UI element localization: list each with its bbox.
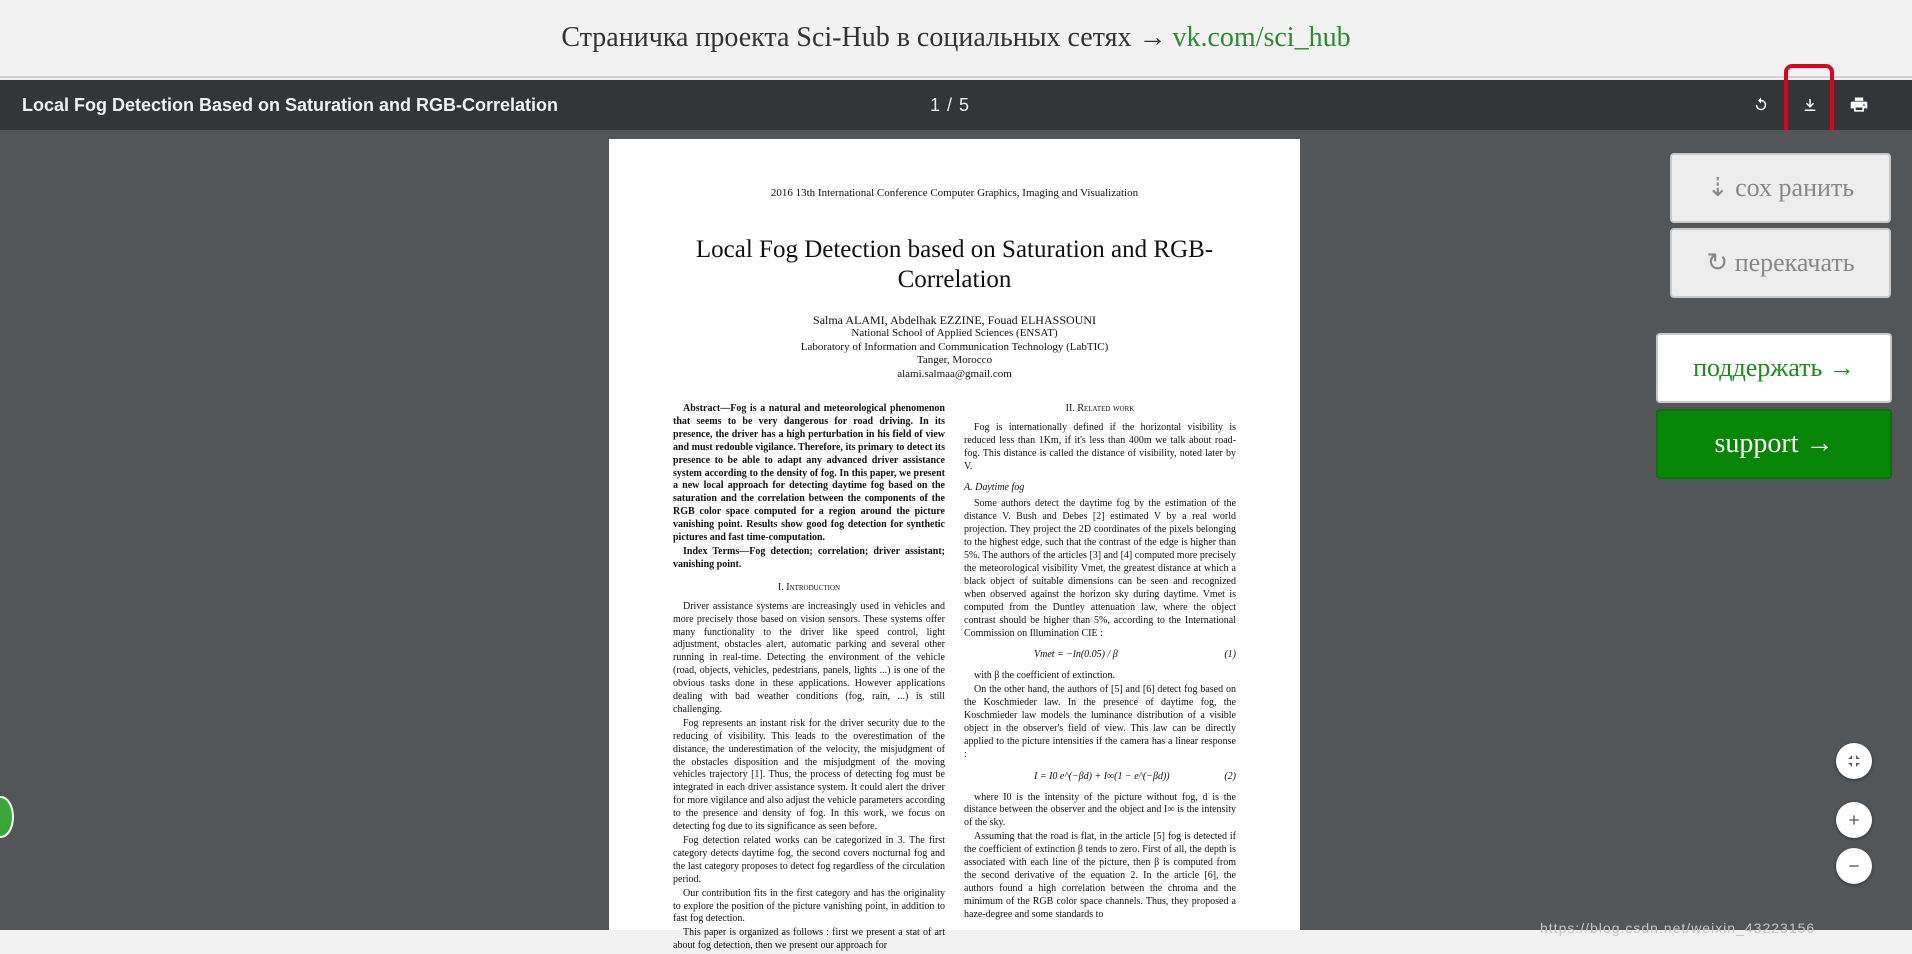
support-en-button[interactable]: support → xyxy=(1656,409,1892,479)
paragraph: Fog detection related works can be categorized in 3. The first category detects daytime fog, the second covers nocturnal fog and the last category proposes to detect fog regardless of the circulation period. xyxy=(673,835,945,885)
print-button[interactable] xyxy=(1844,90,1874,120)
document-title: Local Fog Detection Based on Saturation and RGB-Correlation xyxy=(22,95,559,115)
equation-number: (2) xyxy=(1224,770,1236,782)
paper-authors: Salma ALAMI, Abdelhak EZZINE, Fouad ELHASSOUNI xyxy=(813,313,1096,327)
save-button[interactable]: ⇣ сох ранить xyxy=(1670,153,1891,223)
paragraph: Our contribution fits in the first category and has the originality to explore the position of the picture vanishing point, in addition to fast fog detection. xyxy=(673,887,945,925)
paragraph: Some authors detect the daytime fog by the estimation of the distance V. Bush and Debes [2] estimated V by a real world projection. They project the 2D coordinates of the pixels belonging to the highest edge, such that the contrast of the edge is higher than 5%. The authors of the articles [3] and [4] computed more precisely the meteorological visibility Vmet, the greatest distance at which a black object of suitable dimensions can be seen and recognized when observed against the horizon sky during daytime. Vmet is computed from the Duntley attenuation law, where the object contrast should be higher than 5%, according to the International Commission on Illumination CIE : xyxy=(964,498,1236,639)
paragraph: On the other hand, the authors of [5] and [6] detect fog based on the Koschmieder law. In the presence of daytime fog, the Koschmieder law models the luminance distribution of a visible object in the observer's field of view. This law can be directly applied to the picture intensities if the camera has a linear response : xyxy=(964,684,1236,760)
minus-icon xyxy=(1846,858,1862,874)
zoom-in-button[interactable] xyxy=(1836,802,1872,838)
paragraph: Fog represents an instant risk for the driver security due to the reducing of visibility. This leads to the overestimation of the distance, the underestimation of the velocity, the misjudgment of the obstacles disposition and the misjudgment of the moving vehicles trajectory [1]. Thus, the process of detecting fog must be integrated in each driver assistance system. It could alert the driver for more vigilance and also adjust the vehicle parameters according to the presence and density of fog. In this work, we focus on detecting fog due to its significance as seen before. xyxy=(673,717,945,833)
sci-hub-banner xyxy=(0,0,1912,78)
equation-body: Vmet = −ln(0.05) / β xyxy=(1034,649,1118,661)
paragraph: Assuming that the road is flat, in the article [5] fog is detected if the coefficient of extinction β tends to zero. First of all, the depth is associated with each line of the picture, then β is computed from the second derivative of the equation 2. In the article [6], the authors found a high correlation between the chroma and the minimum of the RGB color space channels. Thus, they proposed a haze-degree and some standards to xyxy=(964,831,1236,920)
paragraph: with β the coefficient of extinction. xyxy=(974,670,1115,682)
conference-line: 2016 13th International Conference Computer Graphics, Imaging and Visualization xyxy=(770,187,1139,199)
download-highlight xyxy=(1784,64,1834,136)
rotate-button[interactable] xyxy=(1746,90,1776,120)
paragraph: This paper is organized as follows : first we present a stat of art about fog detection, then we present our approach for xyxy=(673,927,945,952)
daytime-heading: A. Daytime fog xyxy=(964,481,1025,493)
affiliation-line: National School of Applied Sciences (ENSAT) xyxy=(851,327,1058,339)
banner-text: Страничка проекта Sci-Hub в социальных сетях → xyxy=(561,22,1167,53)
equation-2 xyxy=(964,763,1236,792)
support-ru-button[interactable]: поддержать → xyxy=(1656,333,1892,403)
right-column xyxy=(964,403,1236,923)
intro-heading: I. Introduction xyxy=(777,581,841,593)
index-terms: Index Terms—Fog detection; correlation; driver assistant; vanishing point. xyxy=(673,545,945,570)
page-indicator: 1 / 5 xyxy=(930,95,971,115)
equation-1 xyxy=(964,641,1236,670)
pdf-page xyxy=(609,139,1300,952)
watermark: https://blog.csdn.net/weixin_43223156 xyxy=(1540,920,1816,936)
pdf-toolbar xyxy=(0,80,1912,130)
plus-icon xyxy=(1846,812,1862,828)
rotate-icon xyxy=(1752,96,1770,114)
zoom-out-button[interactable] xyxy=(1836,848,1872,884)
affiliation-line: Tanger, Morocco xyxy=(916,354,993,366)
equation-number: (1) xyxy=(1224,649,1236,661)
paragraph: Fog is internationally defined if the horizontal visibility is reduced less than 1Km, if it's less than 400m we talk about road-fog. This distance is called the distance of visibility, noted later by V. xyxy=(964,421,1236,472)
paper-title: Local Fog Detection based on Saturation and RGB-Correlation xyxy=(695,236,1214,293)
paragraph: Driver assistance systems are increasingly used in vehicles and more precisely those based on vision sensors. These systems offer many functionality to the driver like speed control, light adjustment, obstacles alert, automatic parking and several other running in real-time. Detecting the environment of the vehicle (road, objects, vehicles, pedestrians, panels, lights ...) is one of the obvious tasks done in these applications. However applications dealing with bad weather conditions (fog, rain, ...) is still challenging. xyxy=(673,600,945,715)
print-icon xyxy=(1849,95,1869,115)
reload-button[interactable]: ↻ перекачать xyxy=(1670,228,1891,298)
left-column xyxy=(673,403,945,954)
affiliation-line: Laboratory of Information and Communication Technology (LabTIC) xyxy=(800,340,1109,353)
fit-page-button[interactable] xyxy=(1836,743,1872,779)
paper-affiliation xyxy=(609,327,1300,381)
vk-link[interactable]: vk.com/sci_hub xyxy=(1172,22,1351,53)
equation-body: I = I0 e^(−βd) + I∞(1 − e^(−βd)) xyxy=(1034,770,1170,782)
affiliation-line: alami.salmaa@gmail.com xyxy=(897,367,1012,380)
paragraph: where I0 is the intensity of the picture without fog, d is the distance between the observer and the object and I∞ is the intensity of the sky. xyxy=(964,791,1236,829)
abstract: Abstract—Fog is a natural and meteorological phenomenon that seems to be very dangerous for road driving. In its presence, the driver has a high perturbation in his field of view and must redouble vigilance. Therefore, its primary to detect its presence to be able to adapt any advanced driver assistance system according to the density of fog. In this paper, we present a new local approach for detecting daytime fog based on the saturation and the correlation between the components of the RGB color space computed for a region around the picture vanishing point. Results show good fog detection for synthetic pictures and fast time-computation. xyxy=(673,403,945,544)
related-heading: II. Related work xyxy=(1065,403,1135,414)
fit-page-icon xyxy=(1846,753,1862,769)
